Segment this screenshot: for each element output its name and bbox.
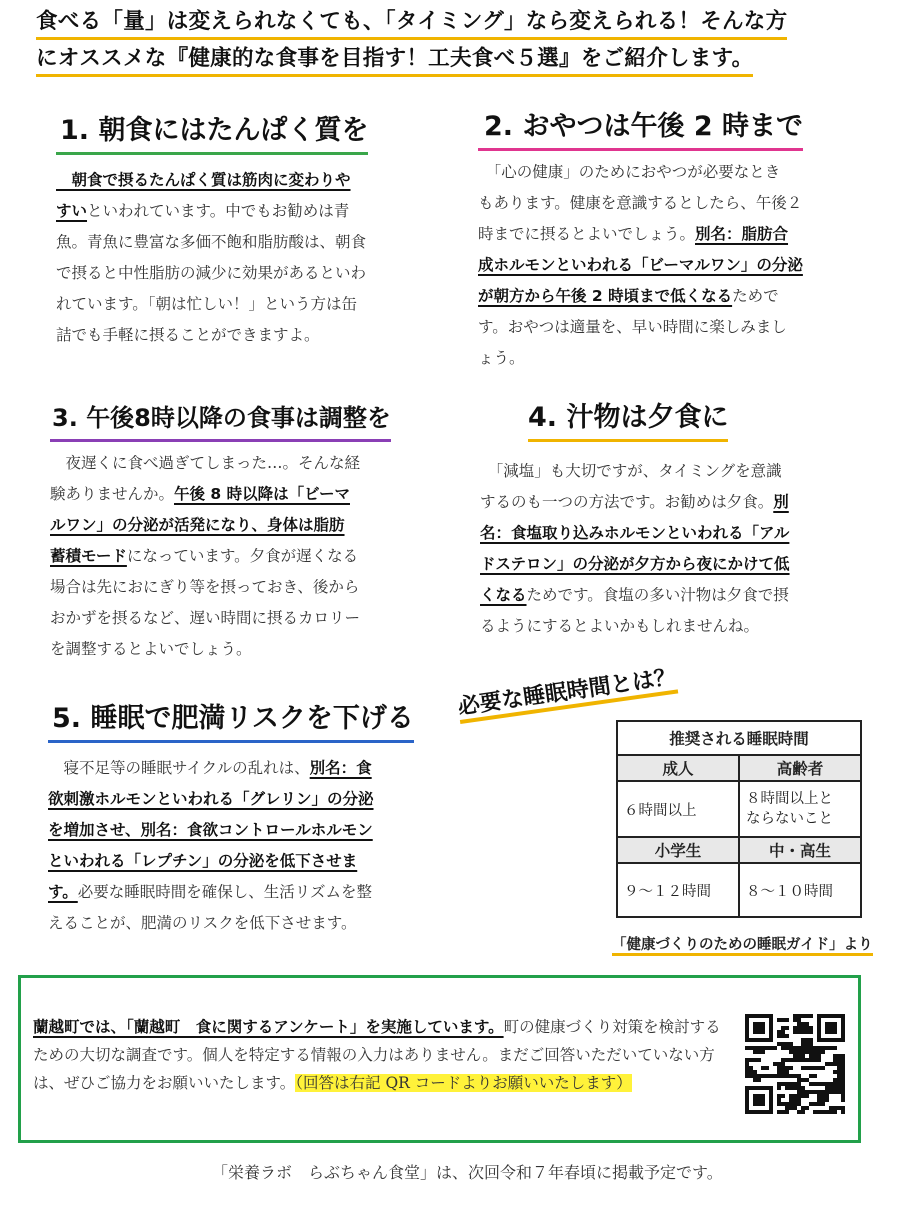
sleep-source-box <box>612 933 873 954</box>
emphasis-text: 蓄積モード <box>50 547 127 565</box>
body-text: おかずを摂るなど、遅い時間に摂るカロリー <box>50 609 361 627</box>
body-text: ためです。食塩の多い汁物は夕食で摂 <box>526 586 789 604</box>
body-line <box>56 165 412 196</box>
body-line <box>48 846 426 877</box>
emphasis-text: といわれる「レプチン」の分泌を低下させま <box>48 852 358 870</box>
intro <box>36 6 866 80</box>
section-1 <box>56 114 412 351</box>
body-line <box>50 448 422 479</box>
survey-bold: 蘭越町では、「蘭越町 食に関するアンケート」を実施しています。 <box>33 1018 504 1036</box>
header-elderly: 高齢者 <box>739 755 861 781</box>
section-3-body <box>50 448 422 665</box>
body-line <box>50 572 422 603</box>
value-elementary: ９〜１２時間 <box>617 863 739 917</box>
emphasis-text: 別名：脂肪合 <box>695 225 789 243</box>
emphasis-text: 午後 8 時以降は「ビーマ <box>174 485 350 503</box>
body-line <box>56 258 412 289</box>
section-5-title: 5. 睡眠で肥満リスクを下げる <box>48 702 414 743</box>
emphasis-text: 別 <box>773 493 789 511</box>
body-text: ょう。 <box>478 349 525 367</box>
sleep-table-box <box>616 720 862 918</box>
section-4-body <box>480 456 850 642</box>
body-line <box>480 456 850 487</box>
body-line <box>48 815 426 846</box>
body-line <box>56 289 412 320</box>
body-line <box>48 908 426 939</box>
emphasis-text: くなる <box>480 586 527 604</box>
body-line <box>48 877 426 908</box>
sleep-banner-text: 必要な睡眠時間とは？ <box>456 665 678 724</box>
emphasis-text: ドステロン」の分泌が夕方から夜にかけて低 <box>480 555 790 573</box>
sleep-source: 「健康づくりのための睡眠ガイド」より <box>612 937 873 956</box>
body-line <box>478 312 848 343</box>
qr-code-icon[interactable] <box>745 1014 845 1114</box>
section-3-title: 3. 午後8時以降の食事は調整を <box>50 401 391 442</box>
body-text: 場合は先におにぎり等を摂っておき、後から <box>50 578 360 596</box>
body-line <box>50 634 422 665</box>
section-4 <box>480 401 850 642</box>
body-line <box>56 320 412 351</box>
body-text: えることが、肥満のリスクを低下させます。 <box>48 914 357 932</box>
body-text: になっています。夕食が遅くなる <box>126 547 359 565</box>
body-line <box>478 188 848 219</box>
sleep-banner <box>456 660 678 721</box>
value-elderly: ８時間以上と ならないこと <box>739 781 861 837</box>
body-line <box>50 510 422 541</box>
emphasis-text: 成ホルモンといわれる「ビーマルワン」の分泌 <box>478 256 803 274</box>
section-2 <box>478 110 848 374</box>
value-secondary: ８〜１０時間 <box>739 863 861 917</box>
survey-text <box>33 1013 728 1097</box>
emphasis-text: 別名：食 <box>309 759 372 777</box>
header-secondary: 中・高生 <box>739 837 861 863</box>
intro-line-1: 食べる「量」は変えられなくても、「タイミング」なら変えられる！そんな方 <box>36 6 787 40</box>
emphasis-text: 名：食塩取り込みホルモンといわれる「アル <box>480 524 790 542</box>
body-line <box>478 250 848 281</box>
sleep-table-title: 推奨される睡眠時間 <box>617 721 861 755</box>
body-text: 詰でも手軽に摂ることができますよ。 <box>56 326 320 344</box>
body-line <box>480 580 850 611</box>
body-text: 魚。青魚に豊富な多価不飽和脂肪酸は、朝食 <box>56 233 367 251</box>
emphasis-text: 朝食で摂るたんぱく質は筋肉に変わりや <box>56 171 351 189</box>
body-text: 験ありませんか。 <box>50 485 175 503</box>
body-text: 必要な睡眠時間を確保し、生活リズムを整 <box>77 883 372 901</box>
section-4-title: 4. 汁物は夕食に <box>528 401 728 442</box>
emphasis-text: 欲刺激ホルモンといわれる「グレリン」の分泌 <box>48 790 374 808</box>
value-adult: ６時間以上 <box>617 781 739 837</box>
sleep-table <box>616 720 862 918</box>
body-line <box>478 281 848 312</box>
section-5-body <box>48 753 426 939</box>
emphasis-text: ルワン」の分泌が活発になり、身体は脂肪 <box>50 516 345 534</box>
body-text: もあります。健康を意識するとしたら、午後２ <box>478 194 803 212</box>
body-line <box>48 753 426 784</box>
body-text: 時までに摂るとよいでしょう。 <box>478 225 696 243</box>
body-line <box>478 219 848 250</box>
body-text: 「心の健康」のためにおやつが必要なとき <box>478 163 781 181</box>
body-text: るようにするとよいかもしれませんね。 <box>480 617 760 635</box>
emphasis-text: を増加させ、別名：食欲コントロールホルモン <box>48 821 373 839</box>
body-line <box>56 196 412 227</box>
footer-note: 「栄養ラボ らぶちゃん食堂」は、次回令和７年春頃に掲載予定です。 <box>212 1163 723 1182</box>
intro-line-2: にオススメな『健康的な食事を目指す！工夫食べ５選』をご紹介します。 <box>36 43 753 77</box>
section-5 <box>48 702 426 939</box>
body-line <box>478 343 848 374</box>
survey-highlight: （回答は右記 QR コードよりお願いいたします） <box>295 1074 632 1092</box>
header-elementary: 小学生 <box>617 837 739 863</box>
section-1-title: 1. 朝食にはたんぱく質を <box>56 114 368 155</box>
survey-body: 町の健康づくり対策を検討するための大切な調査です。個人を特定する情報の入力はありません。まだご回答いただいていない方は、ぜひご協力をお願いいたします。 <box>33 1018 721 1092</box>
body-line <box>56 227 412 258</box>
body-text: といわれています。中でもお勧めは青 <box>87 202 350 220</box>
body-text: れています。「朝は忙しい！」という方は缶 <box>56 295 358 313</box>
body-text: 夜遅くに食べ過ぎてしまった…。そんな経 <box>50 454 361 472</box>
emphasis-text: すい <box>56 202 88 220</box>
body-line <box>480 549 850 580</box>
body-line <box>480 487 850 518</box>
body-line <box>48 784 426 815</box>
body-line <box>480 518 850 549</box>
body-text: ためで <box>732 287 779 305</box>
body-line <box>50 603 422 634</box>
body-text: を調整するとよいでしょう。 <box>50 640 252 658</box>
body-line <box>478 157 848 188</box>
emphasis-text: す。 <box>48 883 78 901</box>
body-line <box>480 611 850 642</box>
section-3 <box>50 401 422 665</box>
body-text: で摂ると中性脂肪の減少に効果があるといわ <box>56 264 367 282</box>
body-line <box>50 479 422 510</box>
emphasis-text: が朝方から午後 2 時頃まで低くなる <box>478 287 733 305</box>
header-adult: 成人 <box>617 755 739 781</box>
body-text: す。おやつは適量を、早い時間に楽しみまし <box>478 318 787 336</box>
section-2-title: 2. おやつは午後 2 時まで <box>478 110 803 151</box>
body-line <box>50 541 422 572</box>
section-1-body <box>56 165 412 351</box>
section-2-body <box>478 157 848 374</box>
body-text: 「減塩」も大切ですが、タイミングを意識 <box>480 462 782 480</box>
body-text: するのも一つの方法です。お勧めは夕食。 <box>480 493 774 511</box>
body-text: 寝不足等の睡眠サイクルの乱れは、 <box>48 759 310 777</box>
